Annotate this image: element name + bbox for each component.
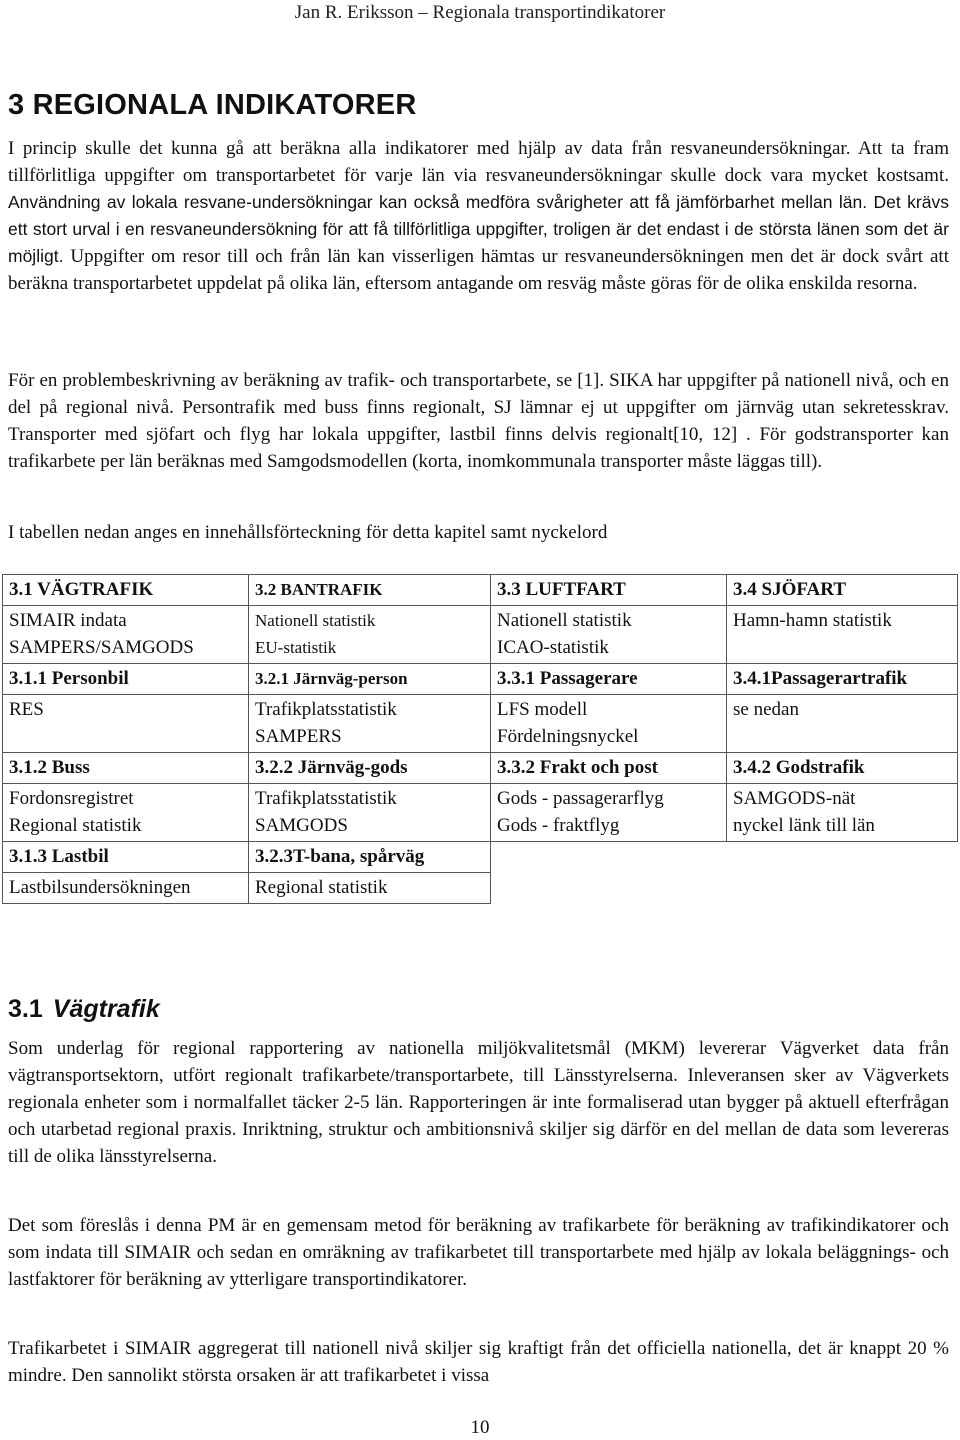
problem-paragraph: För en problembeskrivning av beräkning av trafik- och transportarbete, se [1]. SIKA har uppgifter på nationell nivå, och en del på regional nivå. Persontrafik med buss finns regionalt, SJ lämnar ej ut uppgifter om järnväg utan sekretesskrav. Transporter med sjöfart och flyg har lokala uppgifter, lastbil finns delvis regionalt[10, 12] . För godstransporter kan trafikarbete per län beräknas med Samgodsmodellen (korta, inomkommunala transporter måste läggas till).	[8, 370, 949, 472]
running-header: Jan R. Eriksson – Regionala transportindikatorer	[294, 2, 666, 23]
table-row	[3, 873, 958, 904]
table-cell: Lastbilsundersökningen	[3, 873, 249, 904]
table-cell: Trafikplatsstatistik SAMGODS	[249, 784, 491, 842]
table-cell: Trafikplatsstatistik SAMPERS	[249, 695, 491, 753]
subsection-number: 3.1	[8, 995, 43, 1023]
intro-paragraph-part-3: Uppgifter om resor till och från län kan visserligen hämtas ur resvaneundersökningen men det är dock svårt att beräkna transportarbetet uppdelat på olika län, eftersom antagande om resväg måste göras för de olika enskilda resorna.	[8, 246, 949, 294]
table-row	[3, 575, 958, 606]
table-cell: 3.4 SJÖFART	[727, 575, 958, 606]
table-cell: 3.1 VÄGTRAFIK	[3, 575, 249, 606]
table-cell: 3.1.3 Lastbil	[3, 842, 249, 873]
table-cell: SAMGODS-nät nyckel länk till län	[727, 784, 958, 842]
contents-table	[2, 574, 958, 904]
subsection-heading	[8, 995, 160, 1024]
table-cell: 3.2.3T-bana, spårväg	[249, 842, 491, 873]
table-cell: 3.1.1 Personbil	[3, 664, 249, 695]
road-traffic-paragraph: Som underlag för regional rapportering av nationella miljökvalitetsmål (MKM) levererar Vägverket data från vägtransportsektorn, utfört regionalt trafikarbete/transportarbete, till Länsstyrelserna. Inleveransen sker av Vägverkets regionala enheter som i normalfallet täcker 2-5 län. Rapporteringen är inte formaliserad utan bygger på aktuell efterfrågan och utarbetad regional praxis. Inriktning, struktur och ambitionsnivå skiljer sig därför en del mellan de data som levereras till de olika länsstyrelserna.	[8, 1038, 949, 1167]
table-cell: Nationell statistik EU-statistik	[249, 606, 491, 664]
table-cell: 3.3.1 Passagerare	[491, 664, 727, 695]
table-intro-paragraph: I tabellen nedan anges en innehållsförteckning för detta kapitel samt nyckelord	[8, 522, 608, 543]
section-heading: 3 REGIONALA INDIKATORER	[8, 89, 417, 121]
table-row	[3, 753, 958, 784]
table-row	[3, 842, 958, 873]
table-cell: Gods - passagerarflyg Gods - fraktflyg	[491, 784, 727, 842]
table-cell: 3.4.2 Godstrafik	[727, 753, 958, 784]
table-row	[3, 784, 958, 842]
table-cell: 3.1.2 Buss	[3, 753, 249, 784]
table-cell: 3.3.2 Frakt och post	[491, 753, 727, 784]
table-cell-empty	[727, 842, 958, 873]
simair-paragraph: Trafikarbetet i SIMAIR aggregerat till nationell nivå skiljer sig kraftigt från det officiella nationella, det är knappt 20 % mindre. Den sannolikt största orsaken är att trafikarbetet i vissa	[8, 1338, 949, 1386]
table-cell: Nationell statistik ICAO-statistik	[491, 606, 727, 664]
intro-paragraph	[8, 135, 949, 297]
intro-paragraph-part-1: I princip skulle det kunna gå att beräkna alla indikatorer med hjälp av data från resvaneundersökningar. Att ta fram tillförlitliga uppgifter om transportarbetet för varje län via resvaneundersökningar skulle dock vara mycket kostsamt.	[8, 138, 949, 186]
table-cell: se nedan	[727, 695, 958, 753]
intro-paragraph-part-2: Användning av lokala resvane-undersökningar kan också medföra svårigheter att få jämförbarhet mellan län. Det krävs ett stort urval i en resvaneundersökning för att få tillförlitliga uppgifter, troligen är det endast i de största länen som det är möjligt.	[8, 192, 949, 266]
table-cell: LFS modell Fördelningsnyckel	[491, 695, 727, 753]
method-paragraph: Det som föreslås i denna PM är en gemensam metod för beräkning av trafikarbete för beräkning av trafikindikatorer och som indata till SIMAIR och sedan en omräkning av trafikarbetet till transportarbete med hjälp av lokala beläggnings- och lastfaktorer för beräkning av ytterligare transportindikatorer.	[8, 1215, 949, 1290]
table-row	[3, 664, 958, 695]
table-cell-empty	[491, 842, 727, 873]
table-row	[3, 695, 958, 753]
table-cell: SIMAIR indata SAMPERS/SAMGODS	[3, 606, 249, 664]
table-cell: 3.2.1 Järnväg-person	[249, 664, 491, 695]
table-cell: 3.2 BANTRAFIK	[249, 575, 491, 606]
table-cell: RES	[3, 695, 249, 753]
table-cell: Regional statistik	[249, 873, 491, 904]
table-cell: Hamn-hamn statistik	[727, 606, 958, 664]
table-cell-empty	[727, 873, 958, 904]
table-cell-empty	[491, 873, 727, 904]
page-number: 10	[470, 1417, 490, 1438]
table-cell: 3.4.1Passagerartrafik	[727, 664, 958, 695]
table-cell: 3.3 LUFTFART	[491, 575, 727, 606]
table-cell: Fordonsregistret Regional statistik	[3, 784, 249, 842]
subsection-title: Vägtrafik	[52, 995, 160, 1023]
table-row	[3, 606, 958, 664]
table-cell: 3.2.2 Järnväg-gods	[249, 753, 491, 784]
